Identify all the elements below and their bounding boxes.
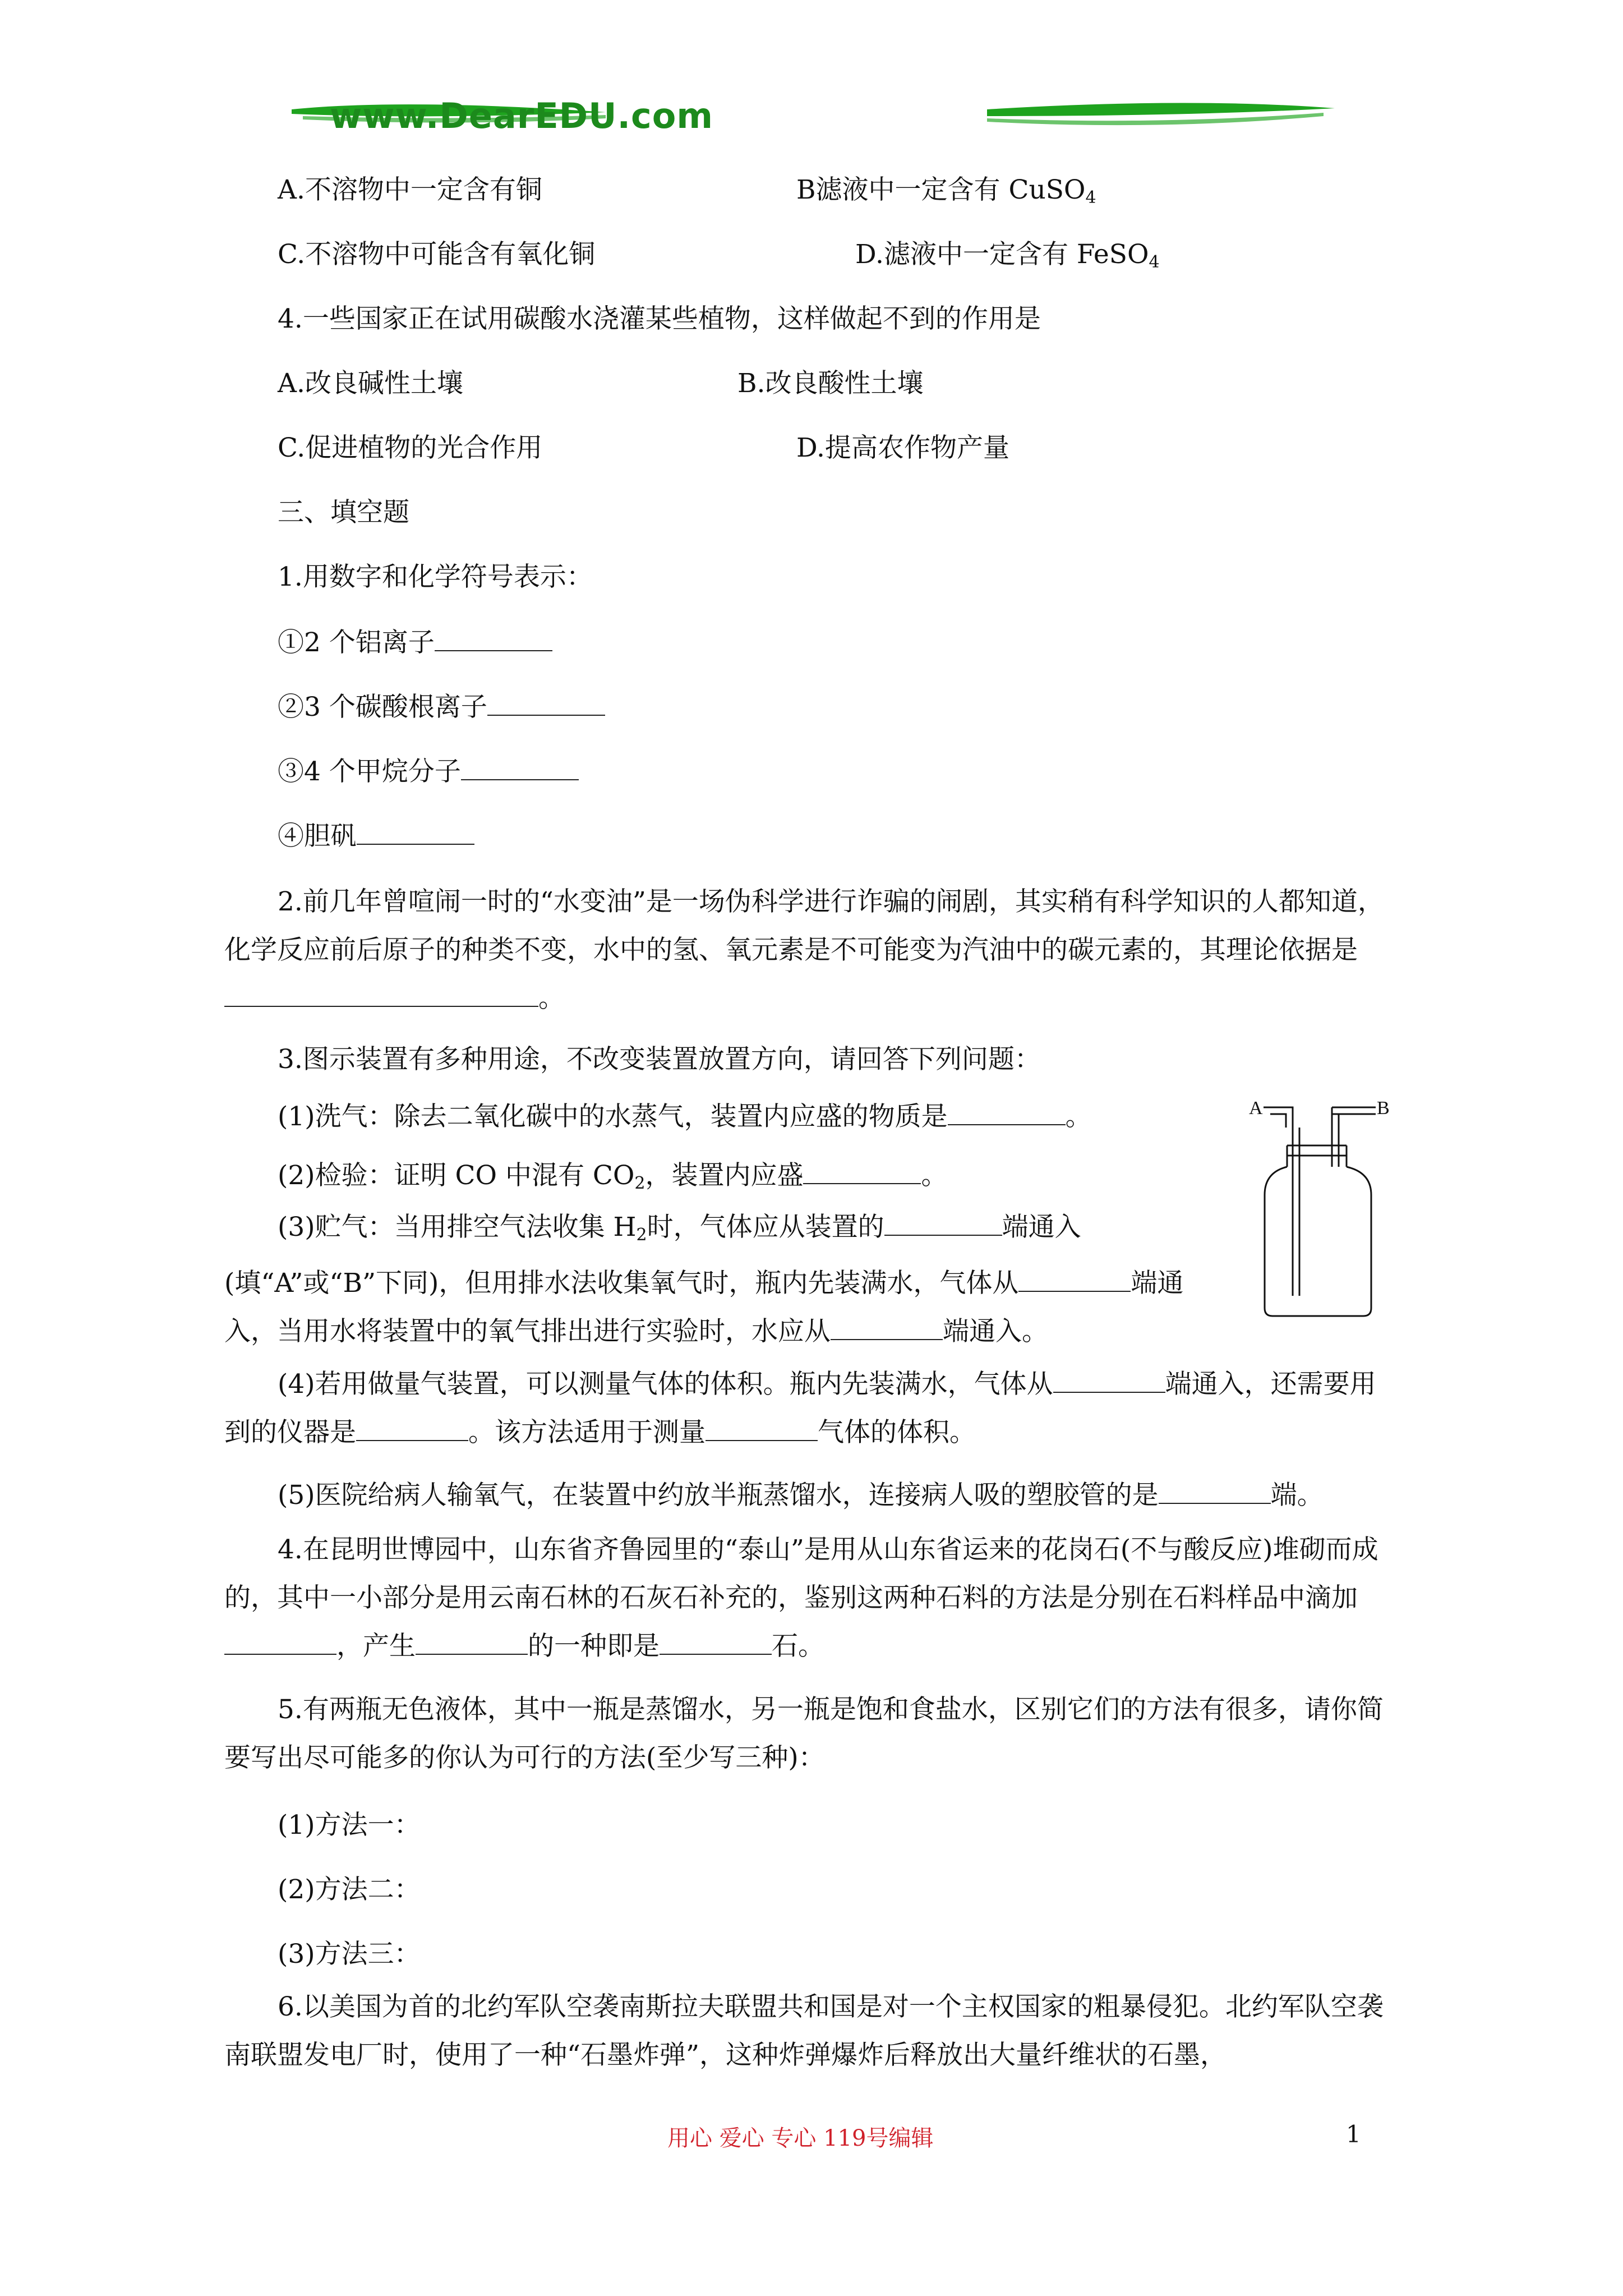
- f5-method-2: (2)方法二：: [278, 1874, 421, 1905]
- f4-paragraph: 4.在昆明世博园中，山东省齐鲁园里的“泰山”是用从山东省运来的花岗石(不与酸反应)堆砌而成的，其中一小部分是用云南石林的石灰石补充的，鉴别这两种石料的方法是分别在石料样品中滴加，产生 的一种即是 石。: [224, 1534, 1378, 1662]
- section-title: 三、填空题: [278, 497, 409, 528]
- f5-stem: 5.有两瓶无色液体，其中一瓶是蒸馏水，另一瓶是饱和食盐水，区别它们的方法有很多，请你简要写出尽可能多的你认为可行的方法(至少写三种)：: [224, 1694, 1384, 1773]
- f5-method-1: (1)方法一：: [278, 1810, 421, 1841]
- f3-part-2: (2)检验：证明 CO 中混有 $CO_2$，装置内应盛 。: [278, 1158, 947, 1200]
- f2-paragraph: 2.前几年曾喧闹一时的“水变油”是一场伪科学进行诈骗的闹剧，其实稍有科学知识的人都知道，化学反应前后原子的种类不变，水中的氢、氧元素是不可能变为汽油中的碳元素的，其理论依据是。: [224, 886, 1384, 1014]
- q3-option-c: C.不溶物中可能含有氧化铜: [278, 239, 596, 270]
- q4-option-b: B.改良酸性土壤: [737, 368, 924, 399]
- f3-part-5: (5)医院给病人输氧气，在装置中约放半瓶蒸馏水，连接病人吸的塑胶管的是 端。: [278, 1478, 1324, 1512]
- f1-item-3: ③4 个甲烷分子: [278, 754, 579, 788]
- f1-item-4: ④胆矾: [278, 819, 474, 853]
- q3-option-b: B滤液中一定含有 CuSO$_4$: [796, 174, 1096, 208]
- f3-part-3: (3)贮气：当用排空气法收集 $H_2$时，气体应从装置的 端通入(填“A”或“B”下同)，但用排水法收集氧气时，瓶内先装满水，气体从 端通入，当用水将装置中的氧气排出进行实验时，水应从 端通入。: [224, 1203, 1223, 1356]
- f6-paragraph: 6.以美国为首的北约军队空袭南斯拉夫联盟共和国是对一个主权国家的粗暴侵犯。北约军队空袭南联盟发电厂时，使用了一种“石墨炸弹”，这种炸弹爆炸后释放出大量纤维状的石墨，: [224, 1991, 1384, 2070]
- page-number: 1: [1346, 2120, 1361, 2148]
- bottle-label-a: A: [1249, 1098, 1263, 1119]
- footer-note: 用心 爱心 专心 119号编辑: [667, 2125, 934, 2151]
- q3-option-a: A.不溶物中一定含有铜: [278, 174, 542, 205]
- site-logo-text: www.DearEDU.com: [329, 95, 713, 136]
- f3-part-4: (4)若用做量气装置，可以测量气体的体积。瓶内先装满水，气体从 端通入，还需要用到的仪器是 。该方法适用于测量 气体的体积。: [224, 1360, 1402, 1457]
- f3-part-1: (1)洗气：除去二氧化碳中的水蒸气，装置内应盛的物质是 。: [278, 1099, 1092, 1133]
- f1-item-1: ①2 个铝离子: [278, 625, 552, 659]
- bottle-label-b: B: [1377, 1098, 1390, 1119]
- f1-item-2: ②3 个碳酸根离子: [278, 690, 605, 724]
- q4-option-a: A.改良碱性土壤: [278, 368, 463, 399]
- f3-stem: 3.图示装置有多种用途，不改变装置放置方向，请回答下列问题：: [278, 1044, 1041, 1075]
- q4-option-c: C.促进植物的光合作用: [278, 432, 543, 463]
- q4-option-d: D.提高农作物产量: [796, 432, 1009, 463]
- q4-stem: 4.一些国家正在试用碳酸水浇灌某些植物，这样做起不到的作用是: [278, 303, 1041, 334]
- f1-stem: 1.用数字和化学符号表示：: [278, 562, 593, 592]
- f5-method-3: (3)方法三：: [278, 1939, 421, 1970]
- q3-option-d: D.滤液中一定含有 FeSO$_4$: [855, 239, 1160, 272]
- gas-washing-bottle-diagram: [1248, 1094, 1394, 1318]
